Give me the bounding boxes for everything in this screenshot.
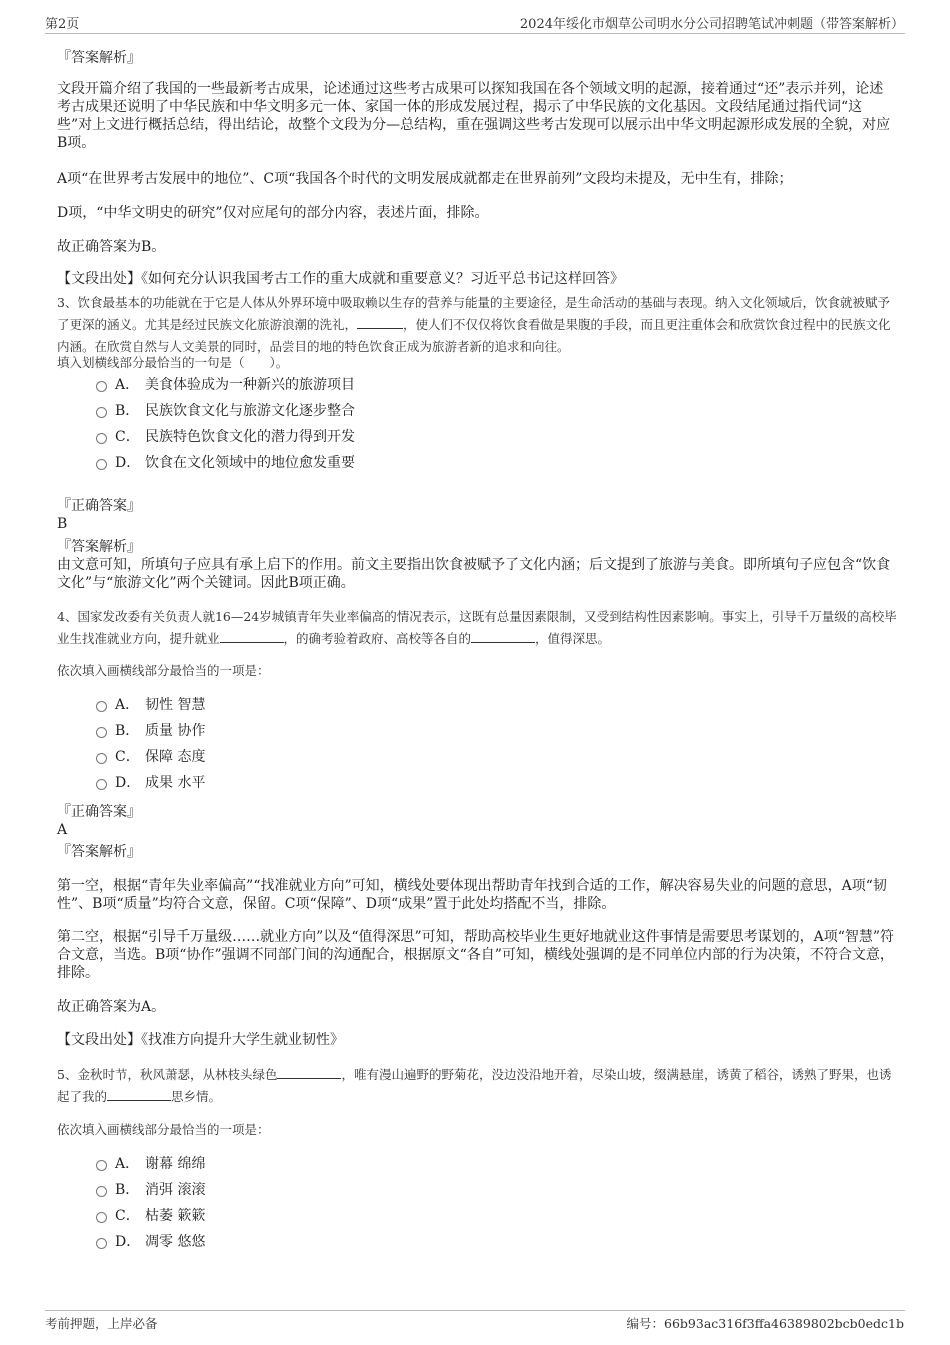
q3-prompt: 填入划横线部分最恰当的一句是（ ）。 bbox=[57, 355, 289, 370]
q3-analysis-label: 『答案解析』 bbox=[57, 539, 141, 555]
option-text: 韧性 智慧 bbox=[145, 697, 206, 713]
option-text: 饮食在文化领域中的地位愈发重要 bbox=[145, 455, 355, 471]
q5-option-c[interactable] bbox=[96, 1206, 205, 1226]
option-letter: D． bbox=[115, 775, 141, 791]
q5-stem bbox=[57, 1064, 897, 1108]
q4-option-d[interactable] bbox=[96, 773, 205, 793]
q2-analysis-para-1: 文段开篇介绍了我国的一些最新考古成果，论述通过这些考古成果可以探知我国在各个领域文明的起源，接着通过“还”表示并列，论述考古成果还说明了中华民族和中华文明多元一体、家国一体的形成发展过程，揭示了中华民族的文化基因。文段结尾通过指代词“这些”对上文进行概括总结，得出结论，故整个文段为分—总结构，重在强调这些考古发现可以展示出中华文明起源形成发展的全貌，对应B项。 bbox=[57, 81, 891, 151]
q5-stem-part-2: ，唯有漫山遍野的野菊花，没边没沿地开着，尽染山坡，缀满悬崖，诱黄了稻谷，诱熟了野果，也诱起了我的 bbox=[57, 1067, 892, 1104]
q4-analysis-para-3: 故正确答案为A。 bbox=[57, 999, 166, 1015]
q5-stem-part-3: 思乡情。 bbox=[171, 1089, 222, 1104]
q3-answer: B bbox=[57, 516, 68, 532]
q4-stem bbox=[57, 606, 897, 650]
q4-stem-part-2: ，的确考验着政府、高校等各自的 bbox=[283, 631, 472, 646]
q3-option-c[interactable] bbox=[96, 427, 355, 447]
radio-icon[interactable] bbox=[96, 1212, 107, 1223]
option-letter: B． bbox=[115, 1182, 140, 1198]
q5-stem-part-1: 5、金秋时节，秋风萧瑟，从林枝头绿色 bbox=[57, 1067, 278, 1082]
q4-analysis-para-2: 第二空，根据“引导千万量级……就业方向”以及“值得深思”可知，帮助高校毕业生更好地就业这件事情是需要思考谋划的，A项“智慧”符合文意，当选。B项“协作”强调不同部门间的沟通配合，根据原文“各自”可知，横线处强调的是不同单位内部的行为决策，不符合文意，排除。 bbox=[57, 929, 895, 981]
option-text: 质量 协作 bbox=[145, 723, 206, 739]
q5-blank-2 bbox=[107, 1100, 171, 1101]
option-letter: A． bbox=[115, 377, 140, 393]
q3-option-d[interactable] bbox=[96, 453, 355, 473]
option-letter: A． bbox=[115, 1156, 140, 1172]
q2-source: 【文段出处】《如何充分认识我国考古工作的重大成就和重要意义？习近平总书记这样回答》 bbox=[57, 271, 624, 287]
radio-icon[interactable] bbox=[96, 1238, 107, 1249]
option-text: 民族特色饮食文化的潜力得到开发 bbox=[145, 429, 355, 445]
option-text: 美食体验成为一种新兴的旅游项目 bbox=[145, 377, 355, 393]
option-letter: A． bbox=[115, 697, 140, 713]
radio-icon[interactable] bbox=[96, 459, 107, 470]
option-letter: C． bbox=[115, 749, 140, 765]
q3-stem bbox=[57, 292, 897, 358]
q5-prompt: 依次填入画横线部分最恰当的一项是： bbox=[57, 1122, 270, 1137]
q4-option-b[interactable] bbox=[96, 721, 205, 741]
option-text: 保障 态度 bbox=[145, 749, 206, 765]
q3-stem-part-2: ，使人们不仅仅将饮食看做是果腹的手段，而且更注重体会和欣赏饮食过程中的民族文化内涵。在欣赏自然与人文美景的同时，品尝目的地的特色饮食正成为旅游者新的追求和向往。 bbox=[57, 317, 891, 354]
radio-icon[interactable] bbox=[96, 433, 107, 444]
q3-answer-label: 『正确答案』 bbox=[57, 498, 141, 514]
document-title: 2024年绥化市烟草公司明水分公司招聘笔试冲刺题（带答案解析） bbox=[519, 17, 904, 32]
q4-prompt: 依次填入画横线部分最恰当的一项是： bbox=[57, 663, 270, 678]
q4-option-c[interactable] bbox=[96, 747, 205, 767]
option-letter: B． bbox=[115, 403, 140, 419]
footer-slogan: 考前押题，上岸必备 bbox=[45, 1316, 158, 1331]
radio-icon[interactable] bbox=[96, 1160, 107, 1171]
option-text: 谢幕 绵绵 bbox=[145, 1156, 206, 1172]
q4-option-a[interactable] bbox=[96, 695, 205, 715]
q3-analysis: 由文意可知，所填句子应具有承上启下的作用。前文主要指出饮食被赋予了文化内涵；后文提到了旅游与美食。即所填句子应包含“饮食文化”与“旅游文化”两个关键词。因此B项正确。 bbox=[57, 557, 891, 591]
q4-stem-part-1: 4、国家发改委有关负责人就16—24岁城镇青年失业率偏高的情况表示，这既有总量因素限制，又受到结构性因素影响。事实上，引导千万量级的高校毕业生找准就业方向，提升就业 bbox=[57, 609, 897, 646]
header-rule bbox=[45, 33, 905, 34]
option-letter: C． bbox=[115, 429, 140, 445]
q2-analysis-label: 『答案解析』 bbox=[57, 50, 141, 66]
option-letter: D． bbox=[115, 455, 141, 471]
footer-rule bbox=[45, 1310, 905, 1311]
q2-analysis-para-3: D项，“中华文明史的研究”仅对应尾句的部分内容，表述片面，排除。 bbox=[57, 205, 489, 221]
q2-analysis-para-4: 故正确答案为B。 bbox=[57, 239, 166, 255]
q5-option-d[interactable] bbox=[96, 1232, 205, 1252]
option-letter: D． bbox=[115, 1234, 141, 1250]
q4-blank-1 bbox=[220, 642, 284, 643]
radio-icon[interactable] bbox=[96, 1186, 107, 1197]
radio-icon[interactable] bbox=[96, 753, 107, 764]
radio-icon[interactable] bbox=[96, 701, 107, 712]
q4-analysis-label: 『答案解析』 bbox=[57, 844, 141, 860]
option-text: 成果 水平 bbox=[145, 775, 206, 791]
option-letter: B． bbox=[115, 723, 140, 739]
radio-icon[interactable] bbox=[96, 779, 107, 790]
radio-icon[interactable] bbox=[96, 407, 107, 418]
q3-blank bbox=[357, 328, 403, 329]
option-text: 消弭 滚滚 bbox=[145, 1182, 206, 1198]
document-id: 编号：66b93ac316f3ffa46389802bcb0edc1b bbox=[626, 1316, 904, 1331]
option-letter: C． bbox=[115, 1208, 140, 1224]
q5-blank-1 bbox=[277, 1078, 341, 1079]
q4-answer-label: 『正确答案』 bbox=[57, 804, 141, 820]
q4-answer: A bbox=[57, 822, 68, 838]
q4-stem-part-3: ，值得深思。 bbox=[535, 631, 611, 646]
q2-analysis-para-2: A项“在世界考古发展中的地位”、C项“我国各个时代的文明发展成就都走在世界前列”文段均未提及，无中生有，排除； bbox=[57, 171, 793, 187]
q3-stem-part-1: 3、饮食最基本的功能就在于它是人体从外界环境中吸取赖以生存的营养与能量的主要途径，是生命活动的基础与表现。纳入文化领域后，饮食就被赋予了更深的涵义。尤其是经过民族文化旅游浪潮的洗礼， bbox=[57, 295, 890, 332]
q4-analysis-para-1: 第一空，根据“青年失业率偏高”“找准就业方向”可知，横线处要体现出帮助青年找到合适的工作，解决容易失业的问题的意思，A项“韧性”、B项“质量”均符合文意，保留。C项“保障”、D项“成果”置于此处均搭配不当，排除。 bbox=[57, 878, 887, 912]
page-number: 第2页 bbox=[45, 17, 80, 32]
q3-option-a[interactable] bbox=[96, 375, 355, 395]
option-text: 枯萎 簌簌 bbox=[145, 1208, 206, 1224]
q5-option-a[interactable] bbox=[96, 1154, 205, 1174]
q3-option-b[interactable] bbox=[96, 401, 355, 421]
option-text: 凋零 悠悠 bbox=[145, 1234, 206, 1250]
radio-icon[interactable] bbox=[96, 381, 107, 392]
option-text: 民族饮食文化与旅游文化逐步整合 bbox=[145, 403, 355, 419]
q4-source: 【文段出处】《找准方向提升大学生就业韧性》 bbox=[57, 1032, 344, 1048]
q5-option-b[interactable] bbox=[96, 1180, 205, 1200]
radio-icon[interactable] bbox=[96, 727, 107, 738]
q4-blank-2 bbox=[471, 642, 535, 643]
